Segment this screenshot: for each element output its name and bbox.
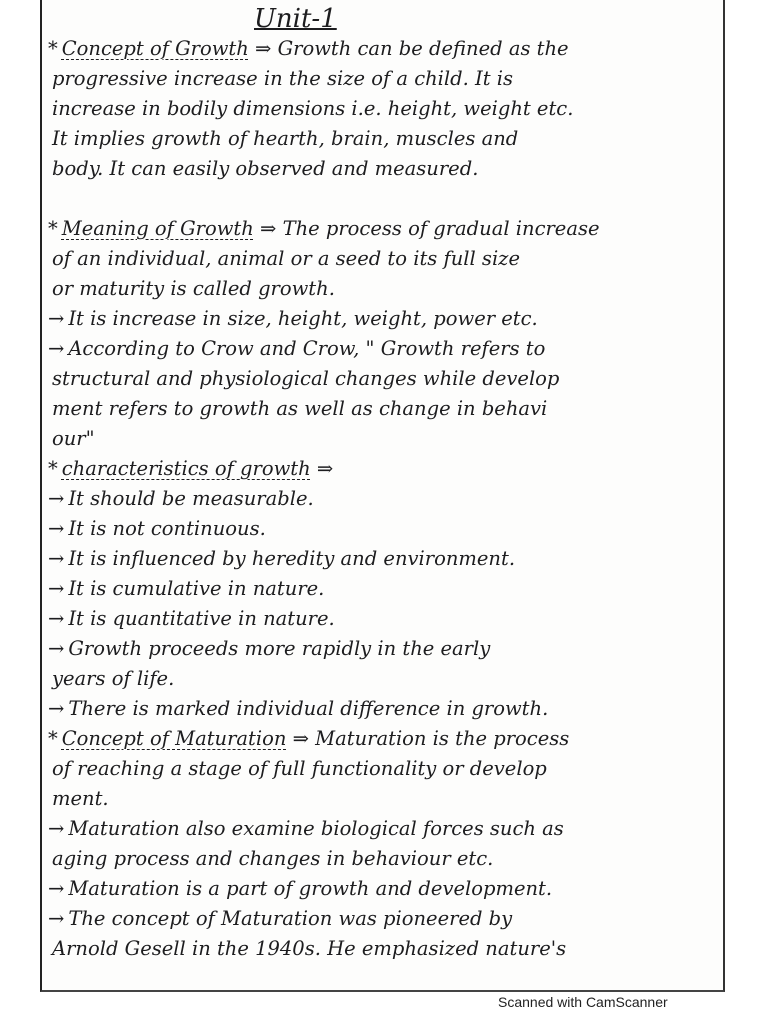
note-line [48, 34, 724, 64]
notebook-page [40, 0, 725, 992]
line-text: It is quantitative in nature. [68, 607, 335, 630]
note-line [48, 124, 724, 154]
line-text: Growth can be defined as the [277, 37, 569, 60]
note-line [48, 424, 724, 454]
line-text: our" [52, 427, 95, 450]
line-marker: → [48, 517, 65, 540]
line-text: of an individual, animal or a seed to its full size [52, 247, 520, 270]
note-line [48, 364, 724, 394]
heading-arrow: ⇒ [310, 457, 334, 480]
note-line [48, 544, 724, 574]
line-marker: → [48, 697, 65, 720]
line-text: There is marked individual difference in growth. [68, 697, 549, 720]
note-line [48, 814, 724, 844]
note-line [48, 754, 724, 784]
note-line [48, 454, 724, 484]
heading-arrow: ⇒ [286, 727, 316, 750]
line-text: body. It can easily observed and measured. [52, 157, 479, 180]
note-line [48, 514, 724, 544]
line-text: It is increase in size, height, weight, power etc. [68, 307, 538, 330]
note-line [48, 244, 724, 274]
heading-arrow: ⇒ [248, 37, 278, 60]
line-marker: * [48, 727, 58, 750]
section-heading: Concept of Maturation [61, 727, 287, 750]
note-line [48, 724, 724, 754]
section-heading: Concept of Growth [61, 37, 249, 60]
note-line [48, 904, 724, 934]
line-text: It should be measurable. [68, 487, 314, 510]
line-text: Maturation is the process [315, 727, 570, 750]
note-line [48, 874, 724, 904]
note-line [48, 784, 724, 814]
line-marker: * [48, 457, 58, 480]
line-marker: → [48, 907, 65, 930]
line-text: progressive increase in the size of a child. It is [52, 67, 514, 90]
line-text: The process of gradual increase [282, 217, 600, 240]
line-text: It implies growth of hearth, brain, muscles and [52, 127, 519, 150]
line-text: ment. [52, 787, 109, 810]
line-text: It is cumulative in nature. [68, 577, 325, 600]
note-line [48, 394, 724, 424]
note-lines [48, 34, 724, 964]
line-marker: * [48, 217, 58, 240]
line-text: years of life. [52, 667, 175, 690]
scanner-watermark: Scanned with CamScanner [498, 994, 668, 1010]
heading-arrow: ⇒ [253, 217, 283, 240]
note-line [48, 934, 724, 964]
note-line [48, 604, 724, 634]
note-line [48, 484, 724, 514]
line-marker: → [48, 607, 65, 630]
line-text: aging process and changes in behaviour etc. [52, 847, 494, 870]
note-line [48, 304, 724, 334]
section-heading: characteristics of growth [61, 457, 311, 480]
note-line [48, 94, 724, 124]
line-text: ment refers to growth as well as change in behavi [52, 397, 548, 420]
note-line [48, 694, 724, 724]
line-text: It is not continuous. [68, 517, 266, 540]
line-marker: → [48, 817, 65, 840]
note-line [48, 664, 724, 694]
line-marker: → [48, 637, 65, 660]
page-title: Unit-1 [254, 4, 337, 34]
line-text: of reaching a stage of full functionality or develop [52, 757, 547, 780]
line-text: The concept of Maturation was pioneered by [68, 907, 513, 930]
line-marker: → [48, 577, 65, 600]
line-text: increase in bodily dimensions i.e. height, weight etc. [52, 97, 574, 120]
note-line [48, 214, 724, 244]
line-text: Arnold Gesell in the 1940s. He emphasized nature's [52, 937, 567, 960]
line-text: or maturity is called growth. [52, 277, 335, 300]
note-line [48, 634, 724, 664]
line-text: structural and physiological changes while develop [52, 367, 560, 390]
line-marker: → [48, 547, 65, 570]
line-marker: → [48, 487, 65, 510]
line-text: It is influenced by heredity and environment. [68, 547, 516, 570]
line-marker: → [48, 337, 65, 360]
note-line [48, 574, 724, 604]
line-text: Maturation is a part of growth and development. [68, 877, 553, 900]
note-line [48, 184, 724, 214]
note-line [48, 334, 724, 364]
note-line [48, 64, 724, 94]
line-marker: → [48, 307, 65, 330]
line-text: According to Crow and Crow, " Growth refers to [68, 337, 546, 360]
section-heading: Meaning of Growth [61, 217, 254, 240]
line-text: Growth proceeds more rapidly in the early [68, 637, 491, 660]
line-text: Maturation also examine biological forces such as [68, 817, 564, 840]
note-line [48, 844, 724, 874]
note-line [48, 274, 724, 304]
note-line [48, 154, 724, 184]
line-marker: * [48, 37, 58, 60]
line-marker: → [48, 877, 65, 900]
